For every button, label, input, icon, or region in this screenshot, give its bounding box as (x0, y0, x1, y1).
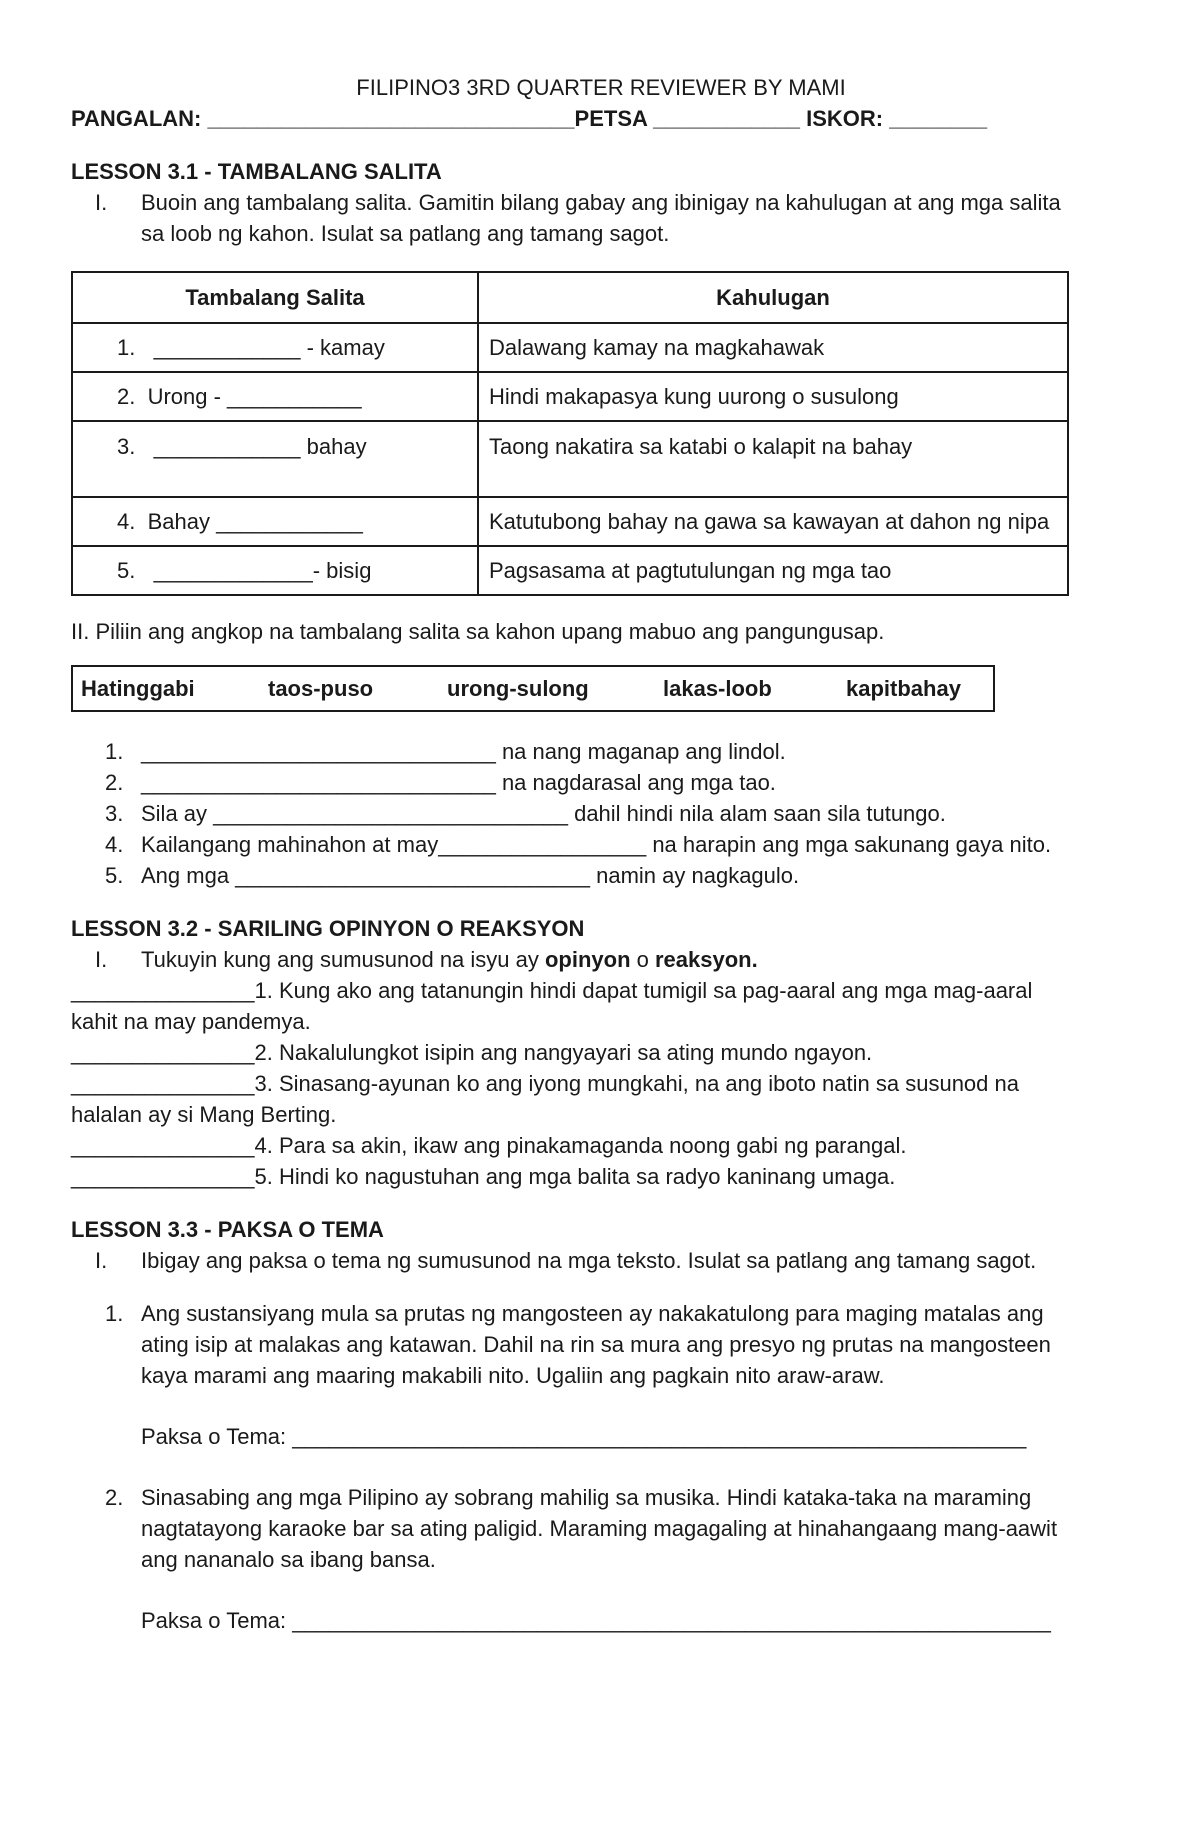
compound-word-cell: 1. ____________ - kamay (72, 323, 478, 372)
name-date-score-line: PANGALAN: ______________________________PETSA ____________ ISKOR: ________ (71, 106, 988, 131)
item-number: 5. (105, 863, 124, 888)
instruction-number: I. (95, 1248, 108, 1273)
passage-line: Sinasabing ang mga Pilipino ay sobrang mahilig sa musika. Hindi kataka-taka na maraming (141, 1485, 1032, 1510)
item-number: 2. (105, 770, 124, 795)
lesson-3-2-instruction (71, 944, 1131, 975)
opinion-line: _______________5. Hindi ko nagustuhan ang mga balita sa radyo kaninang umaga. (71, 1164, 896, 1189)
paksa-answer-line: Paksa o Tema: ____________________________________________________________ (141, 1424, 1027, 1449)
item-text: Kailangang mahinahon at may_________________ na harapin ang mga sakunang gaya nito. (141, 832, 1052, 857)
lesson-3-1-instruction (71, 187, 1131, 249)
table-header-row (72, 272, 1068, 323)
passage-line: Ang sustansiyang mula sa prutas ng mangosteen ay nakakatulong para maging matalas ang (141, 1301, 1044, 1326)
word-choices-box (71, 665, 995, 712)
keyword-opinyon: opinyon (544, 947, 631, 972)
table-row (72, 497, 1068, 546)
instruction-text: Ibigay ang paksa o tema ng sumusunod na mga teksto. Isulat sa patlang ang tamang sagot. (141, 1248, 1037, 1273)
table-row (72, 546, 1068, 595)
meaning-cell: Pagsasama at pagtutulungan ng mga tao (478, 546, 1068, 595)
paksa-answer-line: Paksa o Tema: ______________________________________________________________ (141, 1608, 1051, 1633)
item-number: 2. (105, 1485, 124, 1510)
item-text: _____________________________ na nagdarasal ang mga tao. (141, 770, 776, 795)
passage-line: ang nananalo sa ibang bansa. (141, 1547, 436, 1572)
meaning-cell: Dalawang kamay na magkahawak (478, 323, 1068, 372)
compound-word-cell: 3. ____________ bahay (72, 421, 478, 497)
item-text: Sila ay _____________________________ dahil hindi nila alam saan sila tutungo. (141, 801, 946, 826)
opinion-line: _______________4. Para sa akin, ikaw ang pinakamaganda noong gabi ng parangal. (71, 1133, 907, 1158)
lesson-3-3-instruction (71, 1245, 1131, 1276)
compound-word-cell: 5. _____________- bisig (72, 546, 478, 595)
passage-line: ating isip at malakas ang katawan. Dahil na rin sa mura ang presyo ng prutas na mangosteen (141, 1332, 1051, 1357)
word-choice: Hatinggabi (81, 676, 195, 701)
worksheet-page (71, 72, 1131, 1636)
passage-line: kaya marami ang maaring makabili nito. Ugaliin ang pagkain nito araw-araw. (141, 1363, 885, 1388)
compound-word-cell: 2. Urong - ___________ (72, 372, 478, 421)
part-2-items (71, 736, 1131, 891)
list-item (71, 798, 1131, 829)
word-choice: lakas-loob (663, 676, 772, 701)
part-2-instruction: II. Piliin ang angkop na tambalang salita sa kahon upang mabuo ang pangungusap. (71, 619, 885, 644)
list-item (71, 767, 1131, 798)
item-number: 4. (105, 832, 124, 857)
opinion-line: _______________1. Kung ako ang tatanungin hindi dapat tumigil sa pag-aaral ang mga mag-aaral (71, 978, 1033, 1003)
list-item (71, 860, 1131, 891)
keyword-reaksyon: reaksyon. (655, 947, 758, 972)
table-row (72, 323, 1068, 372)
passage-line: nagtatayong karaoke bar sa ating paligid. Maraming magagaling at hinahangaang mang-aawit (141, 1516, 1058, 1541)
opinion-line: halalan ay si Mang Berting. (71, 1102, 337, 1127)
opinion-line: kahit na may pandemya. (71, 1009, 311, 1034)
instruction-number: I. (95, 190, 108, 215)
opinion-items (71, 975, 1131, 1192)
instruction-text: Tukuyin kung ang sumusunod na isyu ay (141, 947, 545, 972)
lesson-3-2-heading: LESSON 3.2 - SARILING OPINYON O REAKSYON (71, 916, 585, 941)
worksheet-title: FILIPINO3 3RD QUARTER REVIEWER BY MAMI (356, 75, 846, 100)
text-item (71, 1482, 1131, 1636)
item-number: 3. (105, 801, 124, 826)
column-header-tambalang-salita: Tambalang Salita (72, 272, 478, 323)
opinion-line: _______________2. Nakalulungkot isipin ang nangyayari sa ating mundo ngayon. (71, 1040, 873, 1065)
table-row (72, 421, 1068, 497)
lesson-3-1-heading: LESSON 3.1 - TAMBALANG SALITA (71, 159, 442, 184)
instruction-line: sa loob ng kahon. Isulat sa patlang ang tamang sagot. (141, 221, 670, 246)
tambalang-salita-table (71, 271, 1069, 596)
instruction-line: Buoin ang tambalang salita. Gamitin bilang gabay ang ibinigay na kahulugan at ang mga salita (141, 190, 1061, 215)
word-choice: urong-sulong (447, 676, 589, 701)
word-choice: kapitbahay (846, 676, 961, 701)
item-number: 1. (105, 1301, 124, 1326)
item-number: 1. (105, 739, 124, 764)
list-item (71, 829, 1131, 860)
meaning-cell: Hindi makapasya kung uurong o susulong (478, 372, 1068, 421)
text-item (71, 1298, 1131, 1452)
opinion-line: _______________3. Sinasang-ayunan ko ang iyong mungkahi, na ang iboto natin sa susunod na (71, 1071, 1019, 1096)
compound-word-cell: 4. Bahay ____________ (72, 497, 478, 546)
column-header-kahulugan: Kahulugan (478, 272, 1068, 323)
item-text: Ang mga _____________________________ namin ay nagkagulo. (141, 863, 800, 888)
meaning-cell: Taong nakatira sa katabi o kalapit na bahay (478, 421, 1068, 497)
word-choice: taos-puso (268, 676, 374, 701)
item-text: _____________________________ na nang maganap ang lindol. (141, 739, 786, 764)
instruction-text: o (630, 947, 655, 972)
list-item (71, 736, 1131, 767)
table-row (72, 372, 1068, 421)
lesson-3-3-heading: LESSON 3.3 - PAKSA O TEMA (71, 1217, 384, 1242)
meaning-cell: Katutubong bahay na gawa sa kawayan at dahon ng nipa (478, 497, 1068, 546)
instruction-number: I. (95, 947, 108, 972)
